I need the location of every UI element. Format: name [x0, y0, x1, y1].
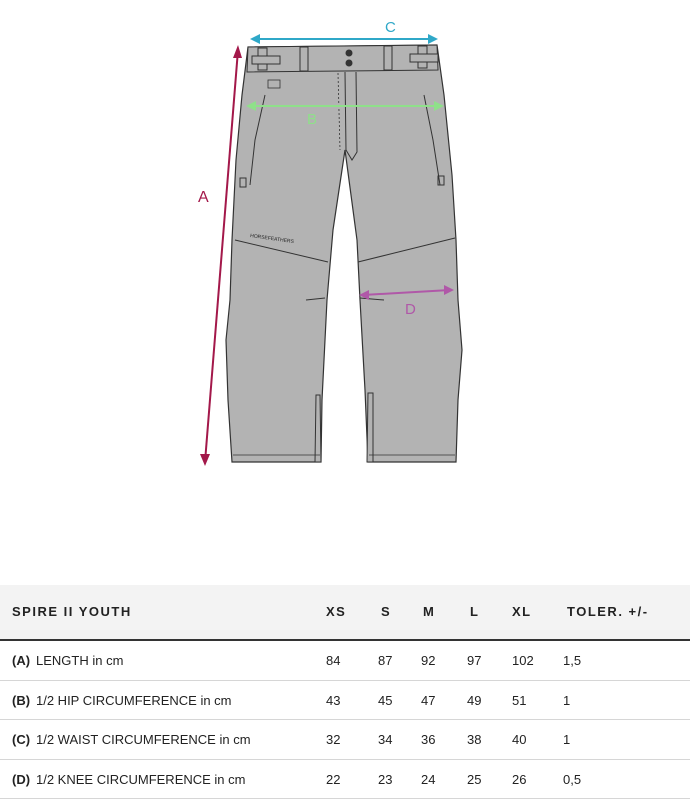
- measurement-b-label: B: [307, 111, 318, 128]
- cell-s: 45: [378, 692, 393, 708]
- column-header-s: S: [381, 604, 392, 619]
- cell-xl: 40: [512, 732, 527, 747]
- table-header: [0, 585, 690, 641]
- row-code: (A): [12, 653, 31, 668]
- belt-loop: [384, 46, 392, 70]
- snap-button: [346, 60, 353, 67]
- measurement-d-label: D: [405, 301, 416, 318]
- row-label: 1/2 WAIST CIRCUMFERENCE in cm: [36, 732, 251, 747]
- cell-tolerance: 0,5: [563, 771, 582, 787]
- column-header-xl: XL: [512, 604, 532, 619]
- measurement-a-arrowhead: [233, 45, 242, 58]
- table-row: [0, 760, 690, 799]
- table-row: [0, 681, 690, 721]
- cell-xs: 84: [326, 653, 341, 668]
- belt-loop: [300, 47, 308, 71]
- waist-adjuster: [252, 56, 280, 64]
- table-row: [0, 720, 690, 760]
- cell-xl: 102: [512, 653, 534, 668]
- cell-l: 25: [467, 771, 482, 787]
- hem-zip: [315, 395, 321, 462]
- cell-m: 36: [421, 732, 436, 747]
- hem-zip: [367, 393, 373, 462]
- cell-l: 49: [467, 692, 482, 708]
- row-label: 1/2 KNEE CIRCUMFERENCE in cm: [36, 771, 246, 787]
- cell-l: 97: [467, 653, 482, 668]
- row-label: LENGTH in cm: [36, 653, 124, 668]
- measurement-a-label: A: [198, 189, 209, 206]
- cell-l: 38: [467, 732, 482, 747]
- measurement-c-label: C: [385, 19, 396, 36]
- column-header-m: M: [423, 604, 436, 619]
- row-code: (B): [12, 692, 31, 708]
- row-label: 1/2 HIP CIRCUMFERENCE in cm: [36, 692, 232, 708]
- cell-s: 23: [378, 771, 393, 787]
- cell-s: 34: [378, 732, 393, 747]
- cell-m: 24: [421, 771, 436, 787]
- table-title: SPIRE II YOUTH: [12, 604, 132, 619]
- column-header-xs: XS: [326, 604, 347, 619]
- cell-xs: 22: [326, 771, 341, 787]
- cell-xl: 51: [512, 692, 527, 708]
- snap-button: [346, 50, 353, 57]
- row-code: (C): [12, 732, 31, 747]
- cell-m: 47: [421, 692, 436, 708]
- cell-tolerance: 1: [563, 732, 571, 747]
- cell-m: 92: [421, 653, 436, 668]
- measurement-a-arrowhead: [200, 454, 210, 466]
- column-header-tolerance: TOLER. +/-: [567, 604, 649, 619]
- cell-tolerance: 1,5: [563, 653, 582, 668]
- cell-xs: 43: [326, 692, 341, 708]
- cell-tolerance: 1: [563, 692, 571, 708]
- cell-xl: 26: [512, 771, 527, 787]
- row-code: (D): [12, 771, 31, 787]
- table-row: [0, 641, 690, 681]
- cell-xs: 32: [326, 732, 341, 747]
- cell-s: 87: [378, 653, 393, 668]
- waist-adjuster: [410, 54, 438, 62]
- size-chart-table: [0, 585, 690, 799]
- column-header-l: L: [470, 604, 480, 619]
- brand-logo-text: HORSEFEATHERS: [249, 233, 295, 246]
